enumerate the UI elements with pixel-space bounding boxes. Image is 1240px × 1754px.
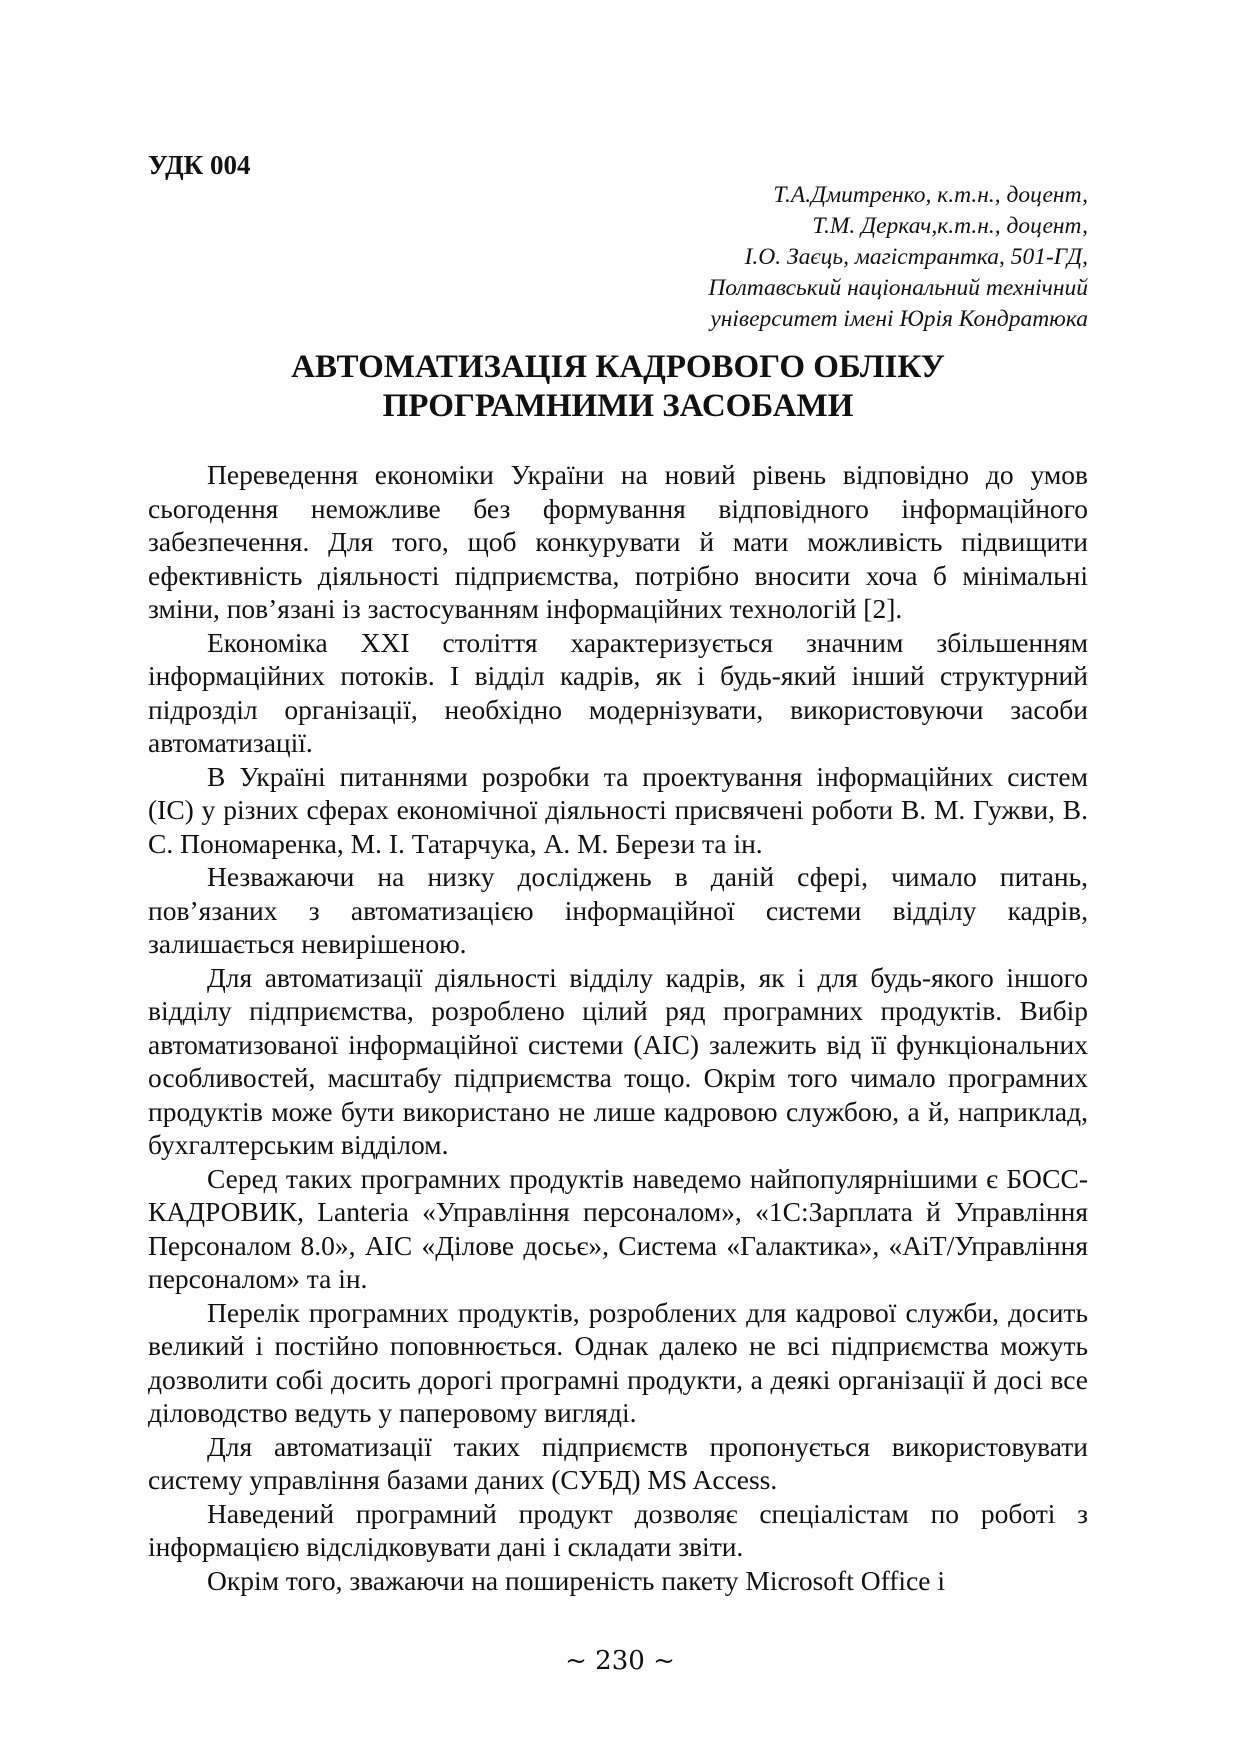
body-paragraph: Окрім того, зважаючи на поширеність пакету Microsoft Office і — [207, 1564, 945, 1596]
body-paragraph: Для автоматизації діяльності відділу кадрів, як і для будь-якого іншого відділу підприємства, розроблено цілий ряд програмних продуктів. Вибір автоматизованої інформаційної системи (АІС) залежить від її функціональних особливостей, масштабу підприємства тощо. Окрім того чимало програмних продуктів може бути використано не лише кадровою службою, а й, наприклад, бухгалтерським відділом. — [148, 961, 1088, 1160]
author-block — [560, 180, 1088, 335]
page-number: ~ 230 ~ — [565, 1646, 675, 1676]
body-paragraph: В Україні питаннями розробки та проектування інформаційних систем (ІС) у різних сферах економічної діяльності присвячені роботи В. М. Гужви, В. С. Пономаренка, М. І. Татарчука, А. М. Берези та ін. — [148, 760, 1088, 859]
udc-code: УДК 004 — [148, 150, 251, 180]
author-line: Т.А.Дмитренко, к.т.н., доцент, — [773, 182, 1088, 208]
title-line: АВТОМАТИЗАЦІЯ КАДРОВОГО ОБЛІКУ — [291, 349, 945, 385]
article-body — [148, 458, 1088, 1597]
author-line: І.О. Заєць, магістрантка, 501-ГД, — [744, 244, 1088, 270]
author-line: Т.М. Деркач,к.т.н., доцент, — [812, 213, 1088, 239]
body-paragraph: Економіка XXI століття характеризується значним збільшенням інформаційних потоків. І відділ кадрів, як і будь-який інший структурний підрозділ організації, необхідно модернізувати, використовуючи засоби автоматизації. — [148, 626, 1088, 758]
body-paragraph: Серед таких програмних продуктів наведемо найпопулярнішими є БОСС-КАДРОВИК, Lanteria «Управління персоналом», «1С:Зарплата й Управління Персоналом 8.0», АІС «Ділове досьє», Система «Галактика», «АіТ/Управління персоналом» та ін. — [148, 1162, 1088, 1294]
title-line: ПРОГРАМНИМИ ЗАСОБАМИ — [382, 388, 854, 424]
article-title — [148, 348, 1088, 426]
body-paragraph: Незважаючи на низку досліджень в даній сфері, чимало питань, пов’язаних з автоматизацією інформаційної системи відділу кадрів, залишається невирішеною. — [148, 861, 1088, 959]
affiliation-line: Полтавський національний технічний — [708, 275, 1088, 301]
body-paragraph: Наведений програмний продукт дозволяє спеціалістам по роботі з інформацією відслідковувати дані і складати звіти. — [148, 1497, 1088, 1562]
body-paragraph: Перелік програмних продуктів, розроблених для кадрової служби, досить великий і постійно поповнюється. Однак далеко не всі підприємства можуть дозволити собі досить дорогі програмні продукти, а деякі організації й досі все діловодство ведуть у паперовому вигляді. — [148, 1296, 1088, 1428]
body-paragraph: Переведення економіки України на новий рівень відповідно до умов сьогодення неможливе без формування відповідного інформаційного забезпечення. Для того, щоб конкурувати й мати можливість підвищити ефективність діяльності підприємства, потрібно вносити хоча б мінімальні зміни, пов’язані із застосуванням інформаційних технологій [2]. — [148, 459, 1088, 624]
affiliation-line: університет імені Юрія Кондратюка — [710, 306, 1088, 332]
body-paragraph: Для автоматизації таких підприємств пропонується використовувати систему управління базами даних (СУБД) MS Access. — [148, 1430, 1088, 1495]
